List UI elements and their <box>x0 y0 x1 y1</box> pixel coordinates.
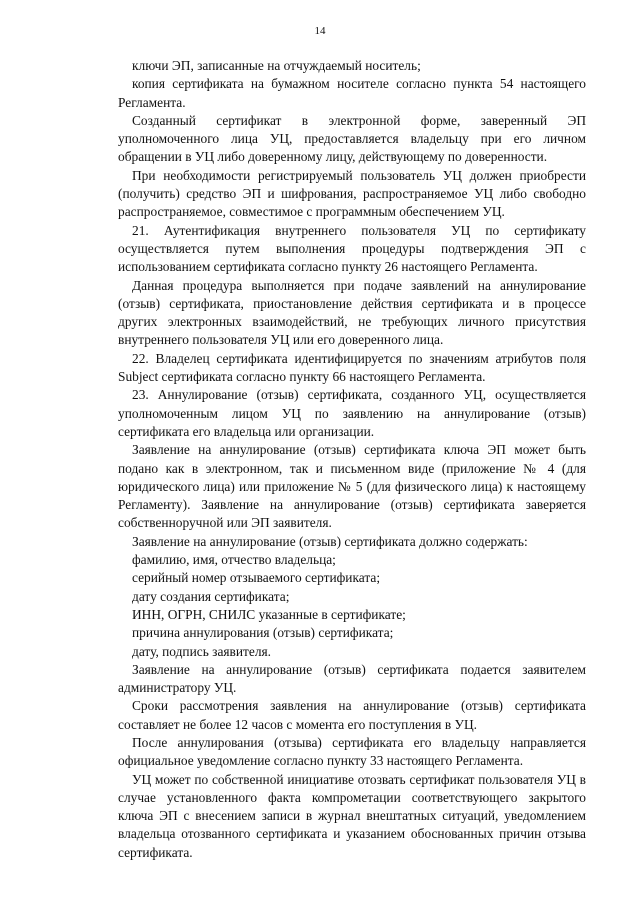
paragraph: 22. Владелец сертификата идентифицируется по значениям атрибутов поля Subject сертификата согласно пункту 66 настоящего Регламента. <box>118 350 586 385</box>
paragraph: УЦ может по собственной инициативе отозвать сертификат пользователя УЦ в случае установленного факта компрометации соответствующего закрытого ключа ЭП с внесением записи в журнал внештатных ситуаций, уведомлением владельца отозванного сертификата и указанием обоснованных причин отзыва сертификата. <box>118 771 586 860</box>
paragraph: При необходимости регистрируемый пользователь УЦ должен приобрести (получить) средство ЭП и шифрования, распространяемое УЦ либо свободно распространяемое, совместимое с программным обеспечением УЦ. <box>118 167 586 220</box>
paragraph: После аннулирования (отзыва) сертификата его владельцу направляется официальное уведомление согласно пункту 33 настоящего Регламента. <box>118 734 586 769</box>
document-body <box>118 57 586 862</box>
page-number: 14 <box>314 25 326 37</box>
list-item: фамилию, имя, отчество владельца; <box>132 552 336 568</box>
paragraph: ключи ЭП, записанные на отчуждаемый носитель; <box>132 58 421 73</box>
paragraph: Заявление на аннулирование (отзыв) сертификата подается заявителем администратору УЦ. <box>118 661 586 696</box>
paragraph: Данная процедура выполняется при подаче заявлений на аннулирование (отзыв) сертификата, приостановление действия сертификата и в процессе других электронных взаимодействий, не требующих личного присутствия внутреннего пользователя УЦ или его доверенного лица. <box>118 277 586 348</box>
paragraph: Сроки рассмотрения заявления на аннулирование (отзыв) сертификата составляет не более 12 часов с момента его поступления в УЦ. <box>118 698 586 732</box>
paragraph: Заявление на аннулирование (отзыв) сертификата ключа ЭП может быть подано как в электронном, так и письменном виде (приложение № 4 (для юридического лица) или приложение № 5 (для физического лица) к настоящему Регламенту). Заявление на аннулирование (отзыв) сертификата заверяется собственноручной или ЭП заявителя. <box>118 442 586 531</box>
list-item: дату, подпись заявителя. <box>132 643 272 659</box>
list-item: дату создания сертификата; <box>132 588 290 604</box>
list-item: ИНН, ОГРН, СНИЛС указанные в сертификате; <box>132 606 406 622</box>
paragraph: копия сертификата на бумажном носителе согласно пункта 54 настоящего Регламента. <box>118 76 586 110</box>
paragraph: 23. Аннулирование (отзыв) сертификата, созданного УЦ, осуществляется уполномоченным лицом УЦ по заявлению на аннулирование (отзыв) сертификата его владельца или организации. <box>118 387 586 439</box>
paragraph: 21. Аутентификация внутреннего пользователя УЦ по сертификату осуществляется путем выполнения процедуры подтверждения ЭП с использованием сертификата согласно пункту 26 настоящего Регламента. <box>118 222 586 275</box>
paragraph: Созданный сертификат в электронной форме, заверенный ЭП уполномоченного лица УЦ, предоставляется владельцу при его личном обращении в УЦ либо доверенному лицу, действующему по доверенности. <box>118 112 586 165</box>
list-item: серийный номер отзываемого сертификата; <box>132 570 381 586</box>
paragraph: Заявление на аннулирование (отзыв) сертификата должно содержать: <box>132 533 528 549</box>
list-item: причина аннулирования (отзыв) сертификата; <box>132 625 394 641</box>
